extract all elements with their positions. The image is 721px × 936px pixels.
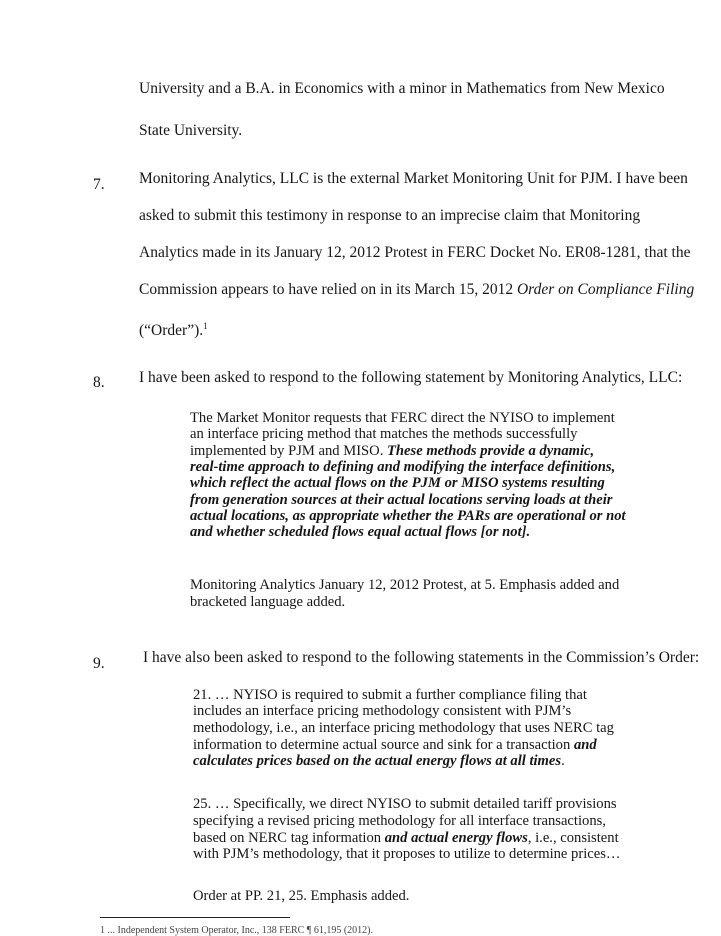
- quote-line: specifying a revised pricing methodology for all interface transactions,: [193, 813, 606, 829]
- footnote-reference: 1: [203, 320, 208, 331]
- body-text-line: [139, 322, 208, 340]
- emphasized-text: and: [573, 737, 597, 753]
- emphasized-text: calculates prices based on the actual energy flows at all times: [193, 753, 562, 769]
- citation-line: bracketed language added.: [190, 594, 346, 610]
- quote-line: The Market Monitor requests that FERC direct the NYISO to implement: [190, 410, 615, 426]
- citation-line: Monitoring Analytics January 12, 2012 Protest, at 5. Emphasis added and: [190, 577, 620, 593]
- body-text-line: Monitoring Analytics, LLC is the external Market Monitoring Unit for PJM. I have been: [139, 170, 688, 187]
- body-text-line: University and a B.A. in Economics with a minor in Mathematics from New Mexico: [139, 80, 665, 97]
- quote-line: 25. … Specifically, we direct NYISO to submit detailed tariff provisions: [193, 796, 617, 812]
- emphasized-quote-line: actual locations, as appropriate whether the PARs are operational or not: [190, 508, 626, 524]
- order-title-italic: Order on Compliance Filing: [516, 281, 695, 298]
- text-run: implemented by PJM and MISO.: [190, 443, 388, 459]
- text-run: , i.e., consistent: [527, 830, 619, 846]
- quote-line: [193, 737, 597, 753]
- emphasized-quote-line: from generation sources at their actual locations serving loads at their: [190, 492, 613, 508]
- footnote-separator: [100, 917, 290, 918]
- quote-line: includes an interface pricing methodology consistent with PJM’s: [193, 703, 572, 719]
- paragraph-number: 7.: [93, 176, 105, 193]
- quote-line: 21. … NYISO is required to submit a further compliance filing that: [193, 687, 587, 703]
- text-run: information to determine actual source and sink for a transaction: [193, 737, 574, 753]
- quote-line: [190, 443, 594, 459]
- text-run: Commission appears to have relied on in its March 15, 2012: [139, 281, 517, 298]
- paragraph-number: 8.: [93, 374, 105, 391]
- paragraph-intro: I have been asked to respond to the following statement by Monitoring Analytics, LLC:: [139, 369, 683, 386]
- emphasized-quote-line: and whether scheduled flows equal actual flows [or not].: [190, 524, 531, 540]
- body-text-line: asked to submit this testimony in response to an imprecise claim that Monitoring: [139, 207, 641, 224]
- emphasized-quote-line: real-time approach to defining and modifying the interface definitions,: [190, 459, 616, 475]
- body-text-line: Analytics made in its January 12, 2012 Protest in FERC Docket No. ER08-1281, that the: [139, 244, 691, 261]
- quote-line: methodology, i.e., an interface pricing methodology that uses NERC tag: [193, 720, 614, 736]
- text-run: (“Order”).: [139, 322, 204, 339]
- citation-line: Order at PP. 21, 25. Emphasis added.: [193, 888, 410, 904]
- quote-line: an interface pricing method that matches the methods successfully: [190, 426, 578, 442]
- body-text-line: State University.: [139, 122, 243, 139]
- footnote-text: 1 ... Independent System Operator, Inc., 138 FERC ¶ 61,195 (2012).: [100, 925, 373, 936]
- paragraph-number: 9.: [93, 655, 105, 672]
- emphasized-text: These methods provide a dynamic,: [387, 443, 595, 459]
- paragraph-intro: I have also been asked to respond to the following statements in the Commission’s Order:: [143, 649, 700, 666]
- quote-line: [193, 830, 619, 846]
- text-run: .: [561, 753, 565, 769]
- body-text-line: [139, 281, 694, 299]
- text-run: based on NERC tag information: [193, 830, 385, 846]
- quote-line: [193, 753, 565, 769]
- emphasized-text: and actual energy flows: [384, 830, 528, 846]
- emphasized-quote-line: which reflect the actual flows on the PJM or MISO systems resulting: [190, 475, 605, 491]
- quote-line: with PJM’s methodology, that it proposes to utilize to determine prices…: [193, 846, 621, 862]
